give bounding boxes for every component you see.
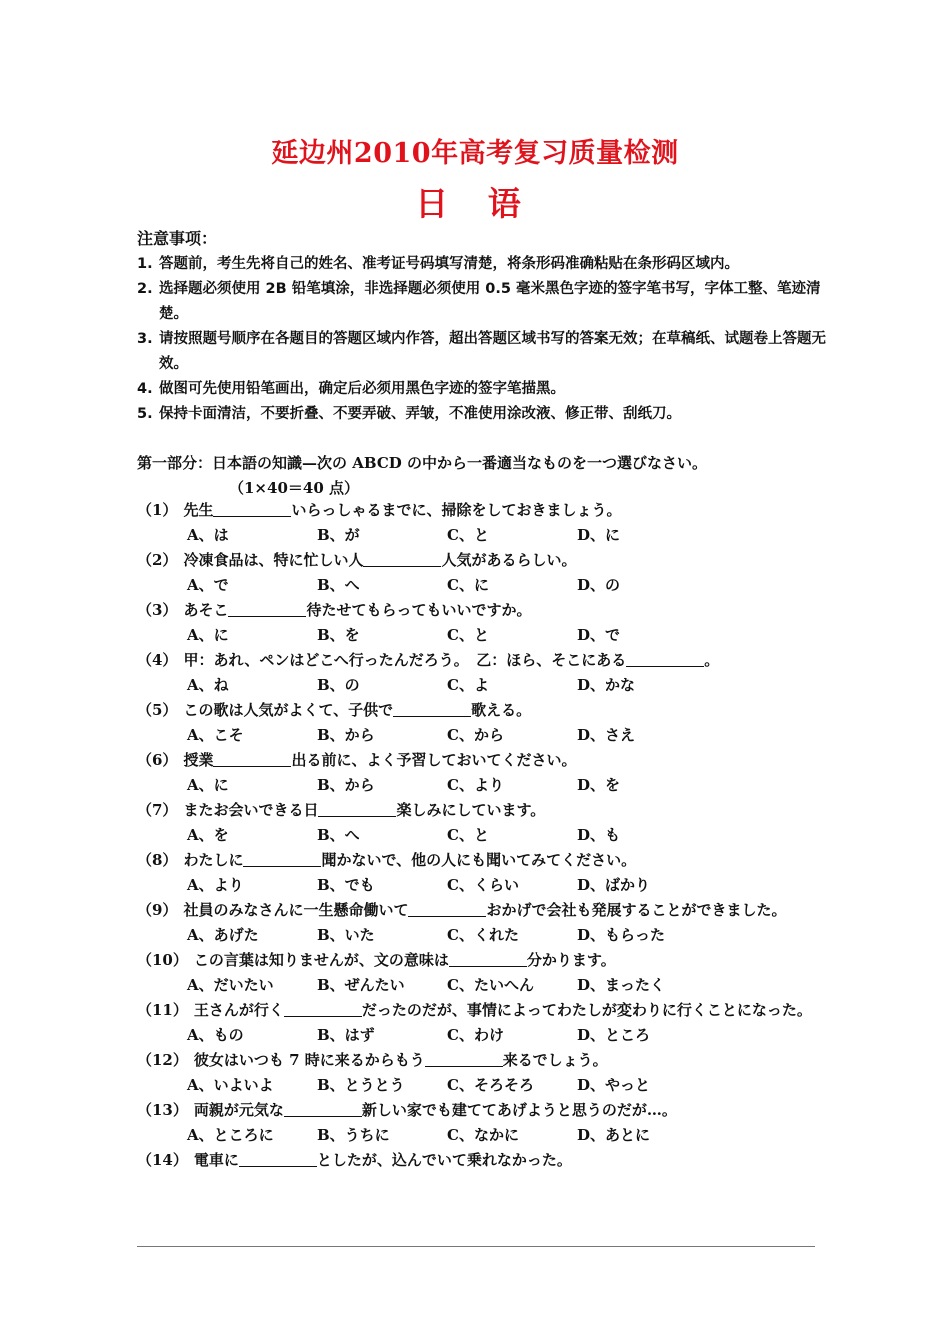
answer-blank bbox=[393, 700, 471, 717]
part1-heading-block bbox=[137, 451, 837, 501]
question-list bbox=[137, 498, 827, 1173]
question-text bbox=[183, 498, 827, 523]
question-text bbox=[183, 548, 827, 573]
question-stem-before: あそこ bbox=[183, 601, 229, 619]
question-stem-after: 人気があるらしい。 bbox=[441, 551, 577, 569]
question-text bbox=[183, 748, 827, 773]
question-stem-after: おかげで会社も発展することができました。 bbox=[486, 901, 787, 919]
question-stem-before: 両親が元気な bbox=[193, 1101, 284, 1119]
question-item bbox=[137, 898, 827, 923]
question-item bbox=[137, 498, 827, 523]
question-item bbox=[137, 948, 827, 973]
answer-option: D、の bbox=[577, 576, 621, 594]
answer-option: B、いた bbox=[317, 926, 375, 944]
answer-option: D、やっと bbox=[577, 1076, 651, 1094]
answer-option: C、と bbox=[447, 526, 489, 544]
note-item bbox=[137, 277, 827, 327]
question-stem-after: 。 bbox=[704, 651, 720, 669]
question-text bbox=[183, 698, 827, 723]
answer-options bbox=[137, 523, 827, 548]
answer-option: B、から bbox=[317, 726, 375, 744]
answer-blank bbox=[408, 900, 486, 917]
question-stem-before: またお会いできる日 bbox=[183, 801, 319, 819]
answer-option: A、こそ bbox=[187, 726, 244, 744]
question-text bbox=[183, 648, 827, 673]
note-item bbox=[137, 327, 827, 377]
answer-option: A、に bbox=[187, 776, 229, 794]
question-item bbox=[137, 698, 827, 723]
question-text bbox=[183, 598, 827, 623]
answer-option: C、なかに bbox=[447, 1126, 519, 1144]
answer-options bbox=[137, 723, 827, 748]
question-item bbox=[137, 648, 827, 673]
question-item bbox=[137, 748, 827, 773]
question-stem-before: わたしに bbox=[183, 851, 244, 869]
answer-option: D、かな bbox=[577, 676, 636, 694]
question-stem-after: 来るでしょう。 bbox=[502, 1051, 608, 1069]
answer-option: B、の bbox=[317, 676, 360, 694]
note-number: 2. bbox=[137, 281, 153, 297]
answer-option: B、へ bbox=[317, 576, 360, 594]
question-stem-after: 待たせてもらってもいいですか。 bbox=[306, 601, 532, 619]
question-number: （2） bbox=[137, 551, 178, 569]
question-stem-after: 歌える。 bbox=[471, 701, 532, 719]
answer-options bbox=[137, 573, 827, 598]
question-stem-before: 社員のみなさんに一生懸命働いて bbox=[183, 901, 409, 919]
answer-option: A、だいたい bbox=[187, 976, 274, 994]
question-text bbox=[194, 1048, 827, 1073]
answer-blank bbox=[449, 950, 527, 967]
answer-option: A、を bbox=[187, 826, 229, 844]
answer-option: A、いよいよ bbox=[187, 1076, 274, 1094]
question-stem-after: 楽しみにしています。 bbox=[396, 801, 546, 819]
question-item bbox=[137, 798, 827, 823]
answer-option: B、が bbox=[317, 526, 360, 544]
question-stem-before: 授業 bbox=[183, 751, 214, 769]
answer-options bbox=[137, 873, 827, 898]
answer-option: A、で bbox=[187, 576, 229, 594]
question-stem-before: 彼女はいつも 7 時に来るからもう bbox=[193, 1051, 425, 1069]
answer-option: C、たいへん bbox=[447, 976, 534, 994]
question-text bbox=[194, 1148, 827, 1173]
question-number: （4） bbox=[137, 651, 178, 669]
question-stem-before: 甲：あれ、ペンはどこへ行ったんだろう。 乙：ほら、そこにある bbox=[183, 651, 627, 669]
note-number: 3. bbox=[137, 331, 153, 347]
answer-option: D、まったく bbox=[577, 976, 666, 994]
answer-blank bbox=[363, 550, 441, 567]
answer-blank bbox=[243, 850, 321, 867]
footer-divider bbox=[137, 1246, 815, 1247]
note-text: 选择题必须使用 2B 铅笔填涂，非选择题必须使用 0.5 毫米黑色字迹的签字笔书写，字体工整、笔迹清楚。 bbox=[159, 281, 821, 322]
answer-blank bbox=[239, 1150, 317, 1167]
answer-option: C、よ bbox=[447, 676, 489, 694]
question-stem-after: いらっしゃるまでに、掃除をしておきましょう。 bbox=[291, 501, 622, 519]
answer-option: D、を bbox=[577, 776, 621, 794]
question-item bbox=[137, 598, 827, 623]
note-text: 请按照题号顺序在各题目的答题区域内作答，超出答题区域书写的答案无效；在草稿纸、试题卷上答题无效。 bbox=[159, 331, 826, 372]
answer-option: D、に bbox=[577, 526, 621, 544]
answer-option: B、へ bbox=[317, 826, 360, 844]
question-stem-after: 新しい家でも建ててあげようと思うのだが…。 bbox=[361, 1101, 677, 1119]
part1-score: （1×40＝40 点） bbox=[229, 479, 359, 497]
question-stem-before: この言葉は知りませんが、文の意味は bbox=[193, 951, 449, 969]
answer-option: C、わけ bbox=[447, 1026, 504, 1044]
question-item bbox=[137, 848, 827, 873]
question-item bbox=[137, 1148, 827, 1173]
page-subtitle: 日 语 bbox=[415, 184, 535, 223]
note-item bbox=[137, 252, 827, 277]
question-stem-before: この歌は人気がよくて、子供で bbox=[183, 701, 394, 719]
answer-blank bbox=[626, 650, 704, 667]
answer-blank bbox=[284, 1100, 362, 1117]
answer-option: B、うちに bbox=[317, 1126, 390, 1144]
answer-option: C、そろそろ bbox=[447, 1076, 534, 1094]
answer-options bbox=[137, 1023, 827, 1048]
answer-option: A、ね bbox=[187, 676, 229, 694]
question-number: （12） bbox=[137, 1051, 188, 1069]
question-stem-after: としたが、込んでいて乗れなかった。 bbox=[316, 1151, 572, 1169]
note-text: 保持卡面清洁，不要折叠、不要弄破、弄皱，不准使用涂改液、修正带、刮纸刀。 bbox=[159, 406, 681, 422]
answer-option: B、から bbox=[317, 776, 375, 794]
answer-option: D、さえ bbox=[577, 726, 636, 744]
answer-option: B、はず bbox=[317, 1026, 375, 1044]
question-text bbox=[183, 848, 827, 873]
page-title: 延边州2010年高考复习质量检测 bbox=[271, 138, 679, 169]
question-text bbox=[194, 948, 827, 973]
question-stem-before: 先生 bbox=[183, 501, 214, 519]
answer-option: C、より bbox=[447, 776, 504, 794]
note-number: 5. bbox=[137, 406, 153, 422]
answer-option: A、に bbox=[187, 626, 229, 644]
answer-option: C、に bbox=[447, 576, 489, 594]
question-number: （11） bbox=[137, 1001, 188, 1019]
answer-options bbox=[137, 1073, 827, 1098]
question-item bbox=[137, 1048, 827, 1073]
answer-option: C、から bbox=[447, 726, 504, 744]
question-stem-after: 分かります。 bbox=[526, 951, 616, 969]
question-text bbox=[194, 998, 827, 1023]
answer-options bbox=[137, 923, 827, 948]
notes-section bbox=[137, 226, 827, 427]
answer-option: A、は bbox=[187, 526, 229, 544]
note-number: 1. bbox=[137, 256, 153, 272]
question-text bbox=[183, 898, 827, 923]
question-number: （9） bbox=[137, 901, 178, 919]
answer-option: D、も bbox=[577, 826, 621, 844]
question-item bbox=[137, 1098, 827, 1123]
question-number: （3） bbox=[137, 601, 178, 619]
answer-options bbox=[137, 1123, 827, 1148]
answer-option: B、を bbox=[317, 626, 360, 644]
note-number: 4. bbox=[137, 381, 153, 397]
question-text bbox=[194, 1098, 827, 1123]
answer-option: D、あとに bbox=[577, 1126, 651, 1144]
answer-blank bbox=[213, 500, 291, 517]
question-item bbox=[137, 548, 827, 573]
answer-blank bbox=[228, 600, 306, 617]
answer-option: A、ところに bbox=[187, 1126, 274, 1144]
notes-heading: 注意事项： bbox=[137, 229, 218, 248]
answer-option: C、くれた bbox=[447, 926, 519, 944]
answer-blank bbox=[425, 1050, 503, 1067]
question-number: （6） bbox=[137, 751, 178, 769]
question-number: （5） bbox=[137, 701, 178, 719]
question-number: （1） bbox=[137, 501, 178, 519]
answer-options bbox=[137, 623, 827, 648]
answer-option: C、と bbox=[447, 626, 489, 644]
answer-options bbox=[137, 773, 827, 798]
note-item bbox=[137, 377, 827, 402]
answer-option: C、くらい bbox=[447, 876, 519, 894]
question-number: （13） bbox=[137, 1101, 188, 1119]
answer-option: D、もらった bbox=[577, 926, 666, 944]
question-number: （8） bbox=[137, 851, 178, 869]
note-item bbox=[137, 402, 827, 427]
answer-blank bbox=[318, 800, 396, 817]
question-stem-before: 冷凍食品は、特に忙しい人 bbox=[183, 551, 364, 569]
question-number: （7） bbox=[137, 801, 178, 819]
answer-options bbox=[137, 673, 827, 698]
answer-option: D、で bbox=[577, 626, 621, 644]
note-text: 做图可先使用铅笔画出，确定后必须用黑色字迹的签字笔描黑。 bbox=[159, 381, 565, 397]
question-stem-after: だったのだが、事情によってわたしが変わりに行くことになった。 bbox=[361, 1001, 812, 1019]
question-stem-after: 聞かないで、他の人にも聞いてみてください。 bbox=[321, 851, 637, 869]
answer-option: B、でも bbox=[317, 876, 375, 894]
question-stem-before: 王さんが行く bbox=[193, 1001, 284, 1019]
part1-heading: 第一部分：日本語の知識—次の ABCD の中から一番適当なものを一つ選びなさい。 bbox=[137, 454, 707, 472]
question-number: （10） bbox=[137, 951, 188, 969]
answer-option: B、ぜんたい bbox=[317, 976, 405, 994]
notes-list bbox=[137, 252, 827, 427]
question-stem-before: 電車に bbox=[193, 1151, 239, 1169]
question-item bbox=[137, 998, 827, 1023]
answer-option: D、ところ bbox=[577, 1026, 651, 1044]
answer-blank bbox=[213, 750, 291, 767]
answer-option: A、あげた bbox=[187, 926, 259, 944]
answer-option: D、ばかり bbox=[577, 876, 651, 894]
answer-option: C、と bbox=[447, 826, 489, 844]
answer-blank bbox=[284, 1000, 362, 1017]
answer-options bbox=[137, 973, 827, 998]
question-text bbox=[183, 798, 827, 823]
answer-option: A、より bbox=[187, 876, 244, 894]
answer-option: A、もの bbox=[187, 1026, 244, 1044]
answer-option: B、とうとう bbox=[317, 1076, 405, 1094]
answer-options bbox=[137, 823, 827, 848]
note-text: 答题前，考生先将自己的姓名、准考证号码填写清楚，将条形码准确粘贴在条形码区域内。 bbox=[159, 256, 739, 272]
question-stem-after: 出る前に、よく予習しておいてください。 bbox=[291, 751, 577, 769]
question-number: （14） bbox=[137, 1151, 188, 1169]
